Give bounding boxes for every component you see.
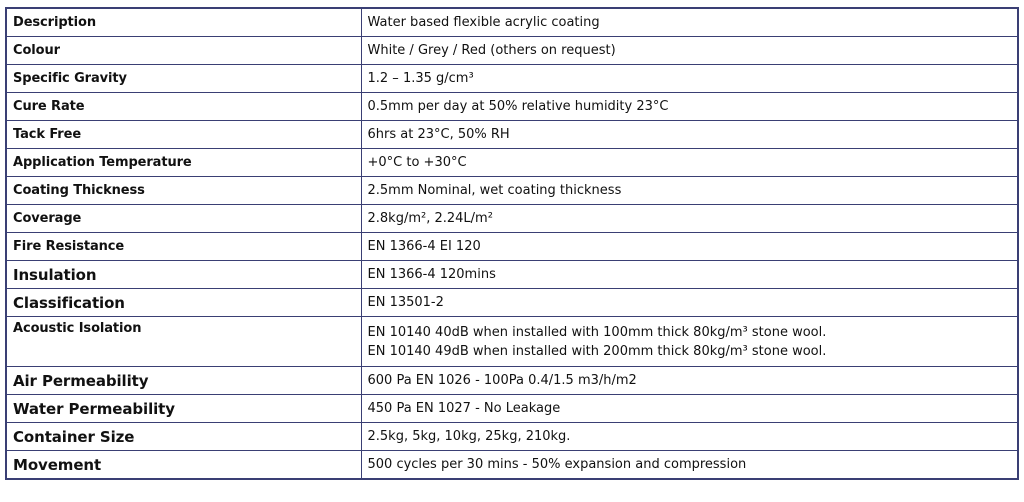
row-label: Cure Rate (6, 93, 361, 121)
table-row (6, 65, 1018, 93)
row-value: 450 Pa EN 1027 - No Leakage (361, 395, 1018, 423)
row-label: Fire Resistance (6, 233, 361, 261)
table-row (6, 8, 1018, 37)
row-label: Water Permeability (6, 395, 361, 423)
row-value: Water based flexible acrylic coating (361, 8, 1018, 37)
row-label: Air Permeability (6, 367, 361, 395)
row-value: 500 cycles per 30 mins - 50% expansion and compression (361, 451, 1018, 480)
table-row (6, 93, 1018, 121)
row-value: +0°C to +30°C (361, 149, 1018, 177)
table-row (6, 205, 1018, 233)
table-row (6, 423, 1018, 451)
row-label: Tack Free (6, 121, 361, 149)
table-row (6, 149, 1018, 177)
row-value: 2.5kg, 5kg, 10kg, 25kg, 210kg. (361, 423, 1018, 451)
row-label: Container Size (6, 423, 361, 451)
spec-table (5, 7, 1019, 480)
table-row (6, 121, 1018, 149)
row-value: EN 1366-4 EI 120 (361, 233, 1018, 261)
row-label: Description (6, 8, 361, 37)
row-value: 0.5mm per day at 50% relative humidity 23°C (361, 93, 1018, 121)
row-label: Insulation (6, 261, 361, 289)
row-label: Coverage (6, 205, 361, 233)
row-value: White / Grey / Red (others on request) (361, 37, 1018, 65)
table-row (6, 317, 1018, 367)
table-row (6, 261, 1018, 289)
table-row (6, 289, 1018, 317)
row-value: EN 13501-2 (361, 289, 1018, 317)
table-row (6, 367, 1018, 395)
row-value: 1.2 – 1.35 g/cm³ (361, 65, 1018, 93)
row-label: Coating Thickness (6, 177, 361, 205)
table-row (6, 37, 1018, 65)
row-label: Acoustic Isolation (6, 317, 361, 367)
table-row (6, 177, 1018, 205)
row-label: Movement (6, 451, 361, 480)
table-row (6, 451, 1018, 480)
row-value-line: EN 10140 49dB when installed with 200mm thick 80kg/m³ stone wool. (367, 343, 827, 359)
row-value: 600 Pa EN 1026 - 100Pa 0.4/1.5 m3/h/m2 (361, 367, 1018, 395)
row-value: 6hrs at 23°C, 50% RH (361, 121, 1018, 149)
row-label: Colour (6, 37, 361, 65)
row-value: 2.5mm Nominal, wet coating thickness (361, 177, 1018, 205)
row-value: EN 1366-4 120mins (361, 261, 1018, 289)
row-value-line: EN 10140 40dB when installed with 100mm thick 80kg/m³ stone wool. (367, 324, 827, 340)
row-value (361, 317, 1018, 367)
row-label: Specific Gravity (6, 65, 361, 93)
table-row (6, 233, 1018, 261)
row-label: Application Temperature (6, 149, 361, 177)
row-label: Classification (6, 289, 361, 317)
table-row (6, 395, 1018, 423)
row-value: 2.8kg/m², 2.24L/m² (361, 205, 1018, 233)
